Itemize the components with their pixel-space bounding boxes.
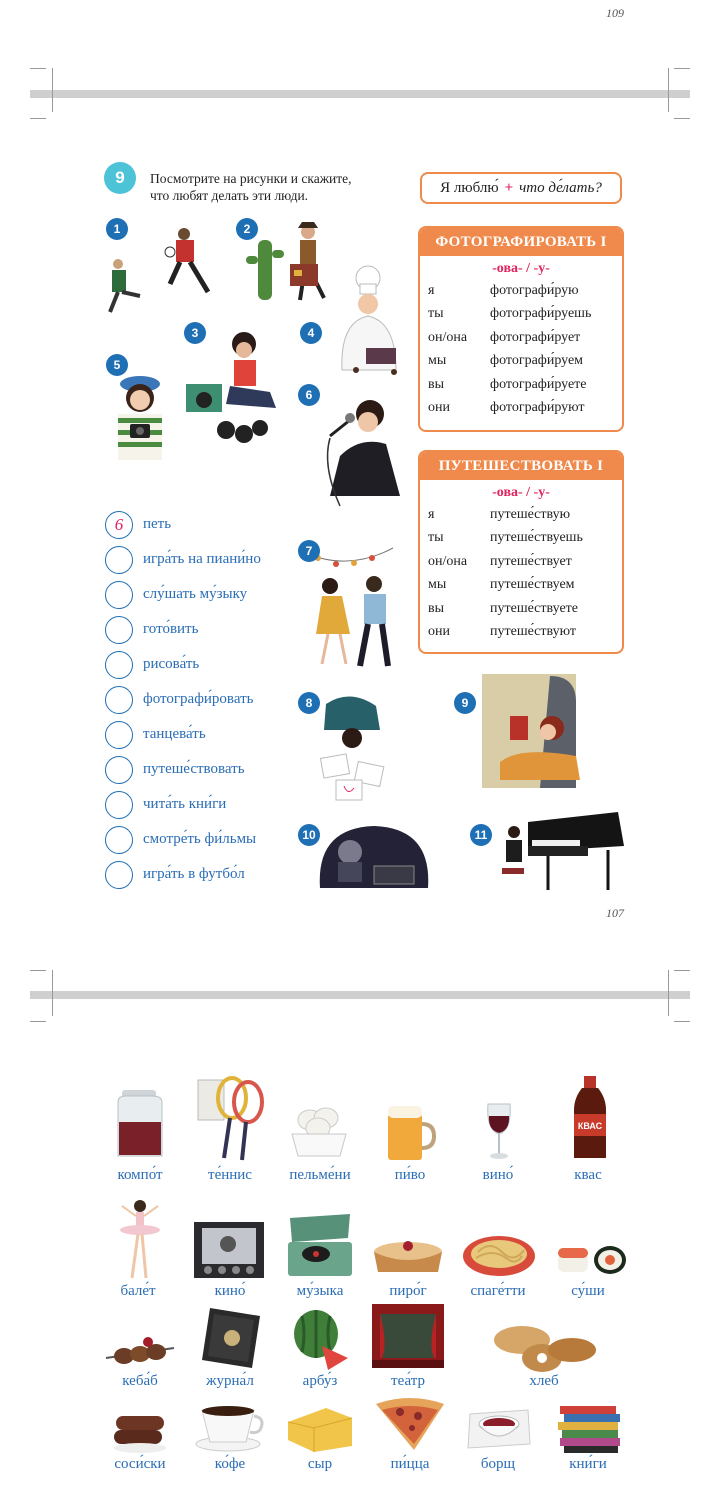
vocab-label: журна́л [206,1373,254,1389]
theatre-stage-icon [372,1304,444,1368]
pizza-slice-icon [374,1396,446,1452]
grammar-formula-box [420,172,622,204]
option-label: гото́вить [143,621,199,637]
picture-number-badge: 3 [184,322,206,344]
conjugation-suffix: -ова- / -у- [492,261,550,276]
option-label: смотре́ть фи́льмы [143,831,257,847]
ballerina-icon [118,1198,162,1284]
vocab-label: борщ [480,1456,516,1472]
conjugation-row [420,597,622,620]
page-number-top: 109 [606,6,624,20]
conjugation-row [420,302,622,325]
vocab-label: компо́т [117,1167,163,1183]
vocab-label: пи́цца [390,1456,430,1472]
tennis-rackets-icon [196,1074,266,1164]
verb-form: путеше́ствуем [490,577,575,593]
beer-mug-icon [384,1104,436,1162]
answer-circle[interactable] [105,861,133,889]
crop-mark [668,970,669,1016]
conjugation-row [420,349,622,372]
formula-start: Я люблю́ [440,179,499,196]
vocab-label: соси́ски [114,1456,166,1472]
answer-circle[interactable] [105,826,133,854]
exercise-number-badge: 9 [104,162,136,194]
answer-circle[interactable] [105,581,133,609]
instruction-line-2: что любят делать эти люди. [150,188,309,203]
crop-mark [30,68,46,69]
spaghetti-plate-icon [462,1226,536,1278]
kvas-bottle-label: КВАС [577,1121,603,1131]
vocab-label: квас [574,1167,602,1183]
coffee-cup-icon [194,1400,266,1452]
compote-jar-icon [116,1088,164,1160]
vocab-label: кино́ [214,1283,246,1299]
verb-form: путеше́ствуешь [490,530,583,546]
conjugation-row [420,396,622,419]
verb-form: фотографи́руешь [490,306,592,322]
verb-form: фотографи́руют [490,399,585,415]
pianist-illustration [488,806,628,894]
books-stack-icon [556,1404,624,1454]
vocab-label: сыр [307,1456,333,1472]
vocab-label: су́ши [571,1283,605,1299]
picture-number-badge: 2 [236,218,258,240]
exercise-instruction [150,170,390,204]
vocab-label: спаге́тти [470,1283,526,1299]
verb-form: путеше́ствуют [490,623,577,639]
formula-question: что де́лать? [519,179,602,196]
vocab-label: теа́тр [391,1373,425,1389]
woman-reading-illustration [480,672,628,790]
answer-circle[interactable] [105,546,133,574]
verb-form: фотографи́рует [490,329,581,345]
conjugation-table-photograph [418,226,624,432]
pronoun: я [428,283,435,298]
woman-watching-film-illustration [316,822,432,894]
answer-circle[interactable] [105,686,133,714]
conjugation-table-travel [418,450,624,654]
conjugation-row [420,373,622,396]
page-number-middle: 107 [606,906,624,920]
vocab-label: бале́т [120,1283,156,1299]
page-divider-top [30,90,690,98]
kebab-icon [104,1330,176,1372]
wine-glass-icon [484,1102,514,1160]
option-label: танцева́ть [143,726,206,742]
borscht-bowl-icon [464,1404,534,1452]
pronoun: мы [428,353,447,369]
option-label: путеше́ствовать [143,761,245,777]
verb-form: фотографи́руете [490,376,587,392]
option-label: петь [143,516,172,532]
picture-number-badge: 10 [298,824,320,846]
option-label: фотографи́ровать [143,691,254,707]
formula-plus: + [504,179,514,196]
pronoun: я [428,507,435,522]
crop-mark [30,970,46,971]
kvas-bottle-icon [572,1074,608,1162]
option-label: игра́ть на пиани́но [143,551,261,567]
pronoun: ты [428,530,444,546]
picture-number-badge: 5 [106,354,128,376]
pronoun: вы [428,600,445,616]
picture-number-badge: 4 [300,322,322,344]
pelmeni-bowl-icon [290,1104,348,1160]
pronoun: вы [428,376,445,392]
singer-illustration [300,396,410,506]
answer-circle[interactable] [105,721,133,749]
conjugation-row [420,279,622,302]
answer-circle[interactable] [105,616,133,644]
vocab-label: хлеб [529,1373,559,1389]
option-label: чита́ть кни́ги [143,796,227,812]
verb-form: фотографи́руем [490,353,584,369]
picture-number-badge: 7 [298,540,320,562]
vocab-label: му́зыка [296,1283,344,1299]
option-label: игра́ть в футбо́л [143,866,245,882]
vocab-label: ко́фе [214,1456,246,1472]
picture-number-badge: 1 [106,218,128,240]
answer-circle[interactable] [105,651,133,679]
crop-mark [52,970,53,1016]
crop-mark [674,970,690,971]
watermelon-icon [292,1306,348,1370]
verb-form: путеше́ствует [490,553,572,569]
crop-mark [674,118,690,119]
crop-mark [668,68,669,112]
conjugation-row [420,503,622,526]
sausages-icon [112,1412,168,1454]
picture-number-badge: 9 [454,692,476,714]
photographer-illustration [102,374,178,464]
answer-circle[interactable] [105,791,133,819]
verb-form: фотографи́рую [490,283,579,298]
conjugation-row [420,326,622,349]
vocab-label: вино́ [482,1167,514,1183]
pronoun: он/она [428,329,468,345]
crop-mark [30,1021,46,1022]
vocab-label: кни́ги [569,1456,607,1472]
cinema-screen-icon [194,1222,264,1278]
picture-number-badge: 6 [298,384,320,406]
instruction-line-1: Посмотрите на рисунки и скажите, [150,171,352,186]
conjugation-row [420,620,622,643]
magazine-icon [200,1306,262,1370]
verb-form: путеше́ствуете [490,600,578,616]
conjugation-title: ФОТОГРАФИРОВАТЬ I [420,228,622,256]
conjugation-row [420,550,622,573]
vocab-label: кеба́б [122,1373,158,1389]
pronoun: они [428,623,450,639]
vocab-label: пельме́ни [289,1167,351,1183]
pronoun: он/она [428,553,468,569]
cheese-icon [286,1406,354,1454]
pronoun: мы [428,577,447,593]
conjugation-row [420,526,622,549]
answer-circle[interactable]: 6 [105,511,133,539]
option-label: слу́шать му́зыку [143,586,248,602]
crop-mark [674,68,690,69]
option-label: рисова́ть [143,656,200,672]
chef-illustration [330,262,410,380]
crop-mark [30,118,46,119]
page-divider-middle [30,991,690,999]
vocab-label: пиро́г [389,1283,427,1299]
sushi-icon [556,1240,628,1278]
pronoun: они [428,399,450,415]
vocab-label: те́ннис [208,1167,252,1183]
record-player-icon [286,1214,354,1278]
conjugation-suffix: -ова- / -у- [492,485,550,500]
vocab-label: арбу́з [302,1373,338,1389]
verb-form: путеше́ствую [490,507,571,522]
bread-icon [492,1320,598,1374]
conjugation-title: ПУТЕШЕСТВОВАТЬ I [420,452,622,480]
answer-circle[interactable] [105,756,133,784]
pronoun: ты [428,306,444,322]
picture-number-badge: 8 [298,692,320,714]
vocab-label: пи́во [394,1167,426,1183]
picture-number-badge: 11 [470,824,492,846]
crop-mark [52,68,53,112]
pie-icon [372,1240,444,1278]
crop-mark [674,1021,690,1022]
conjugation-row [420,573,622,596]
